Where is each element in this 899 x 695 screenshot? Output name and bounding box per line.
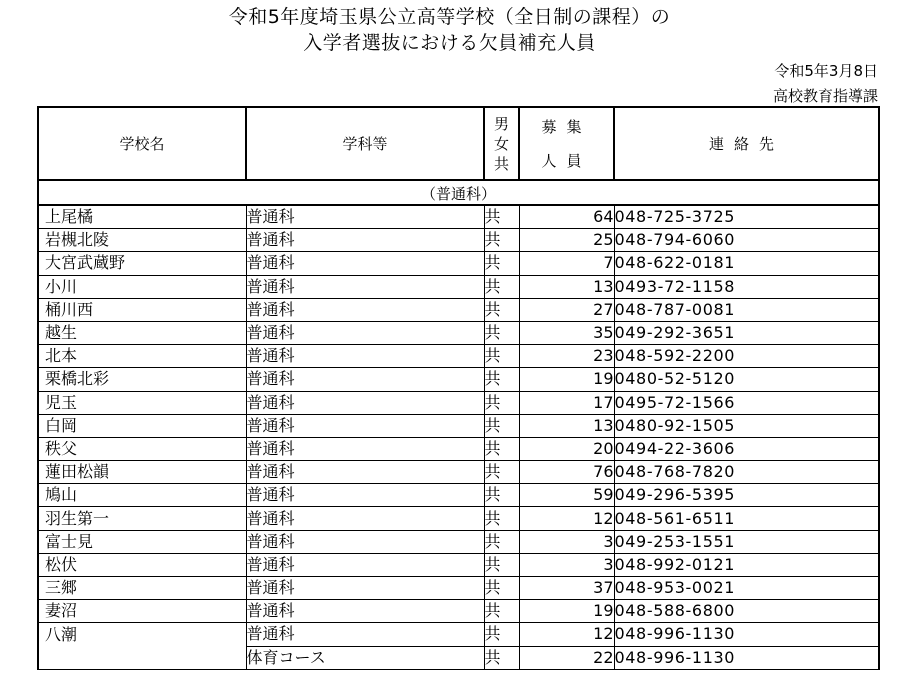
capacity-cell: 3 xyxy=(519,530,614,553)
gender-cell: 共 xyxy=(484,461,519,484)
school-cell: 岩槻北陵 xyxy=(38,229,246,252)
table-row xyxy=(38,553,879,576)
table-row xyxy=(38,275,879,298)
table-row xyxy=(38,507,879,530)
gender-cell: 共 xyxy=(484,252,519,275)
capacity-cell: 20 xyxy=(519,437,614,460)
capacity-cell: 27 xyxy=(519,298,614,321)
contact-cell: 0494-22-3606 xyxy=(614,437,879,460)
table-row xyxy=(38,600,879,623)
dept-cell: 普通科 xyxy=(246,437,484,460)
school-cell: 秩父 xyxy=(38,437,246,460)
contact-cell: 048-725-3725 xyxy=(614,205,879,229)
school-cell: 妻沼 xyxy=(38,600,246,623)
dept-cell: 普通科 xyxy=(246,205,484,229)
table-row xyxy=(38,437,879,460)
gender-cell: 共 xyxy=(484,321,519,344)
gender-cell: 共 xyxy=(484,275,519,298)
header-school: 学校名 xyxy=(38,107,246,180)
school-cell: 大宮武蔵野 xyxy=(38,252,246,275)
contact-cell: 048-996-1130 xyxy=(614,623,879,646)
capacity-cell: 17 xyxy=(519,391,614,414)
capacity-cell: 12 xyxy=(519,507,614,530)
contact-cell: 0495-72-1566 xyxy=(614,391,879,414)
issuing-department: 高校教育指導課 xyxy=(772,87,878,105)
dept-cell: 普通科 xyxy=(246,275,484,298)
gender-cell: 共 xyxy=(484,577,519,600)
contact-cell: 048-996-1130 xyxy=(614,646,879,669)
header-gender: 男 女 共 xyxy=(484,107,519,180)
contact-cell: 048-592-2200 xyxy=(614,345,879,368)
school-cell: 白岡 xyxy=(38,414,246,437)
school-cell: 松伏 xyxy=(38,553,246,576)
contact-cell: 048-787-0081 xyxy=(614,298,879,321)
dept-cell: 普通科 xyxy=(246,461,484,484)
document-date: 令和5年3月8日 xyxy=(774,62,878,80)
dept-cell: 普通科 xyxy=(246,577,484,600)
gender-cell: 共 xyxy=(484,298,519,321)
table-row xyxy=(38,391,879,414)
capacity-cell: 7 xyxy=(519,252,614,275)
gender-cell: 共 xyxy=(484,553,519,576)
dept-cell: 普通科 xyxy=(246,600,484,623)
dept-cell: 普通科 xyxy=(246,414,484,437)
dept-cell: 普通科 xyxy=(246,484,484,507)
gender-cell: 共 xyxy=(484,646,519,669)
section-row xyxy=(38,180,879,205)
capacity-cell: 19 xyxy=(519,368,614,391)
capacity-cell: 22 xyxy=(519,646,614,669)
capacity-cell: 19 xyxy=(519,600,614,623)
gender-cell: 共 xyxy=(484,507,519,530)
vacancy-table xyxy=(37,106,880,670)
gender-cell: 共 xyxy=(484,391,519,414)
contact-cell: 0480-92-1505 xyxy=(614,414,879,437)
document-title-line2: 入学者選抜における欠員補充人員 xyxy=(303,32,596,54)
contact-cell: 048-768-7820 xyxy=(614,461,879,484)
gender-cell: 共 xyxy=(484,484,519,507)
capacity-cell: 37 xyxy=(519,577,614,600)
school-cell: 栗橋北彩 xyxy=(38,368,246,391)
table-row xyxy=(38,577,879,600)
table-header-row xyxy=(38,107,879,180)
contact-cell: 048-588-6800 xyxy=(614,600,879,623)
dept-cell: 普通科 xyxy=(246,321,484,344)
school-cell: 桶川西 xyxy=(38,298,246,321)
contact-cell: 049-292-3651 xyxy=(614,321,879,344)
school-cell xyxy=(38,646,246,669)
contact-cell: 048-794-6060 xyxy=(614,229,879,252)
gender-cell: 共 xyxy=(484,437,519,460)
table-row xyxy=(38,321,879,344)
table-row xyxy=(38,646,879,669)
contact-cell: 049-253-1551 xyxy=(614,530,879,553)
school-cell: 北本 xyxy=(38,345,246,368)
dept-cell: 普通科 xyxy=(246,252,484,275)
gender-cell: 共 xyxy=(484,205,519,229)
dept-cell: 普通科 xyxy=(246,530,484,553)
capacity-cell: 35 xyxy=(519,321,614,344)
gender-cell: 共 xyxy=(484,345,519,368)
contact-cell: 048-622-0181 xyxy=(614,252,879,275)
capacity-cell: 64 xyxy=(519,205,614,229)
contact-cell: 048-561-6511 xyxy=(614,507,879,530)
capacity-cell: 12 xyxy=(519,623,614,646)
dept-cell: 普通科 xyxy=(246,298,484,321)
header-contact: 連絡先 xyxy=(614,107,879,180)
school-cell: 児玉 xyxy=(38,391,246,414)
capacity-cell: 25 xyxy=(519,229,614,252)
dept-cell: 普通科 xyxy=(246,507,484,530)
capacity-cell: 13 xyxy=(519,275,614,298)
dept-cell: 普通科 xyxy=(246,553,484,576)
table-row xyxy=(38,205,879,229)
section-label: （普通科） xyxy=(38,180,879,205)
school-cell: 富士見 xyxy=(38,530,246,553)
table-row xyxy=(38,345,879,368)
table-row xyxy=(38,368,879,391)
contact-cell: 049-296-5395 xyxy=(614,484,879,507)
gender-cell: 共 xyxy=(484,229,519,252)
gender-cell: 共 xyxy=(484,600,519,623)
school-cell: 小川 xyxy=(38,275,246,298)
school-cell: 越生 xyxy=(38,321,246,344)
school-cell: 三郷 xyxy=(38,577,246,600)
contact-cell: 048-992-0121 xyxy=(614,553,879,576)
dept-cell: 普通科 xyxy=(246,368,484,391)
table-row xyxy=(38,298,879,321)
capacity-cell: 59 xyxy=(519,484,614,507)
table-row xyxy=(38,229,879,252)
capacity-cell: 23 xyxy=(519,345,614,368)
table-row xyxy=(38,623,879,646)
school-cell: 羽生第一 xyxy=(38,507,246,530)
gender-cell: 共 xyxy=(484,530,519,553)
gender-cell: 共 xyxy=(484,368,519,391)
table-row xyxy=(38,252,879,275)
table-row xyxy=(38,530,879,553)
dept-cell: 体育コース xyxy=(246,646,484,669)
header-dept: 学科等 xyxy=(246,107,484,180)
table-row xyxy=(38,484,879,507)
header-capacity: 募集 人員 xyxy=(519,107,614,180)
table-row xyxy=(38,461,879,484)
contact-cell: 0480-52-5120 xyxy=(614,368,879,391)
school-cell: 上尾橘 xyxy=(38,205,246,229)
dept-cell: 普通科 xyxy=(246,345,484,368)
school-cell: 蓮田松韻 xyxy=(38,461,246,484)
capacity-cell: 3 xyxy=(519,553,614,576)
gender-cell: 共 xyxy=(484,414,519,437)
dept-cell: 普通科 xyxy=(246,229,484,252)
contact-cell: 048-953-0021 xyxy=(614,577,879,600)
gender-cell: 共 xyxy=(484,623,519,646)
table-row xyxy=(38,414,879,437)
dept-cell: 普通科 xyxy=(246,391,484,414)
school-cell: 鳩山 xyxy=(38,484,246,507)
dept-cell: 普通科 xyxy=(246,623,484,646)
capacity-cell: 76 xyxy=(519,461,614,484)
document-title-line1: 令和5年度埼玉県公立高等学校（全日制の課程）の xyxy=(228,6,671,28)
contact-cell: 0493-72-1158 xyxy=(614,275,879,298)
capacity-cell: 13 xyxy=(519,414,614,437)
school-cell: 八潮 xyxy=(38,623,246,646)
